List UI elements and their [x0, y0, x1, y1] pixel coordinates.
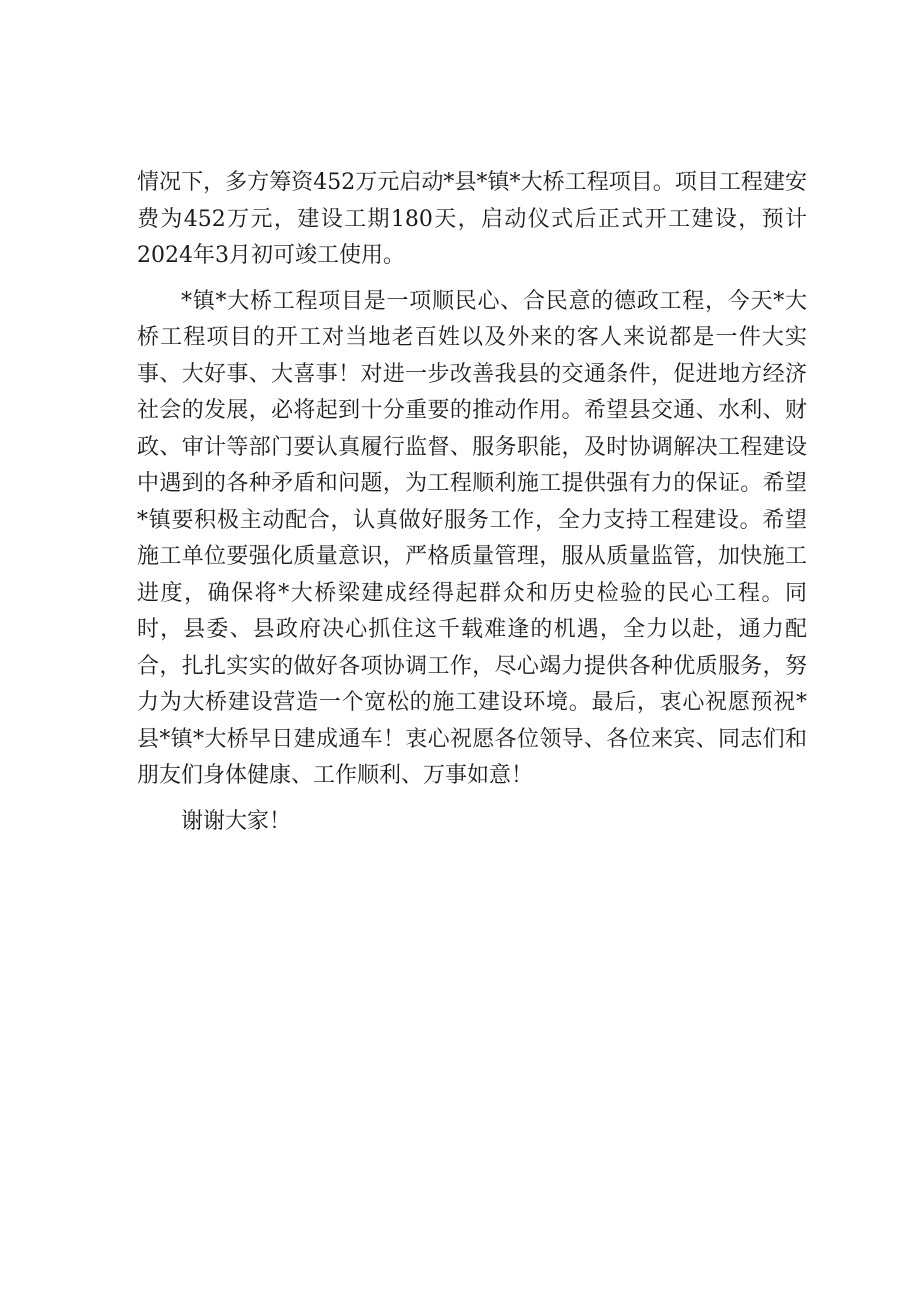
paragraph-project-significance: *镇*大桥工程项目是一项顺民心、合民意的德政工程，今天*大桥工程项目的开工对当地老百姓以及外来的客人来说都是一件大实事、大好事、大喜事！对进一步改善我县的交通条件，促进地方经济社会的发展，必将起到十分重要的推动作用。希望县交通、水利、财政、审计等部门要认真履行监督、服务职能，及时协调解决工程建设中遇到的各种矛盾和问题，为工程顺利施工提供强有力的保证。希望*镇要积极主动配合，认真做好服务工作，全力支持工程建设。希望施工单位要强化质量意识，严格质量管理，服从质量监管，加快施工进度，确保将*大桥梁建成经得起群众和历史检验的民心工程。同时，县委、县政府决心抓住这千载难逢的机遇，全力以赴，通力配合，扎扎实实的做好各项协调工作，尽心竭力提供各种优质服务，努力为大桥建设营造一个宽松的施工建设环境。最后，衷心祝愿预祝*县*镇*大桥早日建成通车！衷心祝愿各位领导、各位来宾、同志们和朋友们身体健康、工作顺利、万事如意！ — [137, 288, 807, 788]
paragraph-closing-thanks: 谢谢大家！ — [181, 808, 292, 834]
paragraph-project-funding: 情况下，多方筹资452万元启动*县*镇*大桥工程项目。项目工程建安费为452万元，建设工期180天，启动仪式后正式开工建设，预计2024年3月初可竣工使用。 — [137, 170, 807, 268]
document-body — [137, 165, 807, 840]
